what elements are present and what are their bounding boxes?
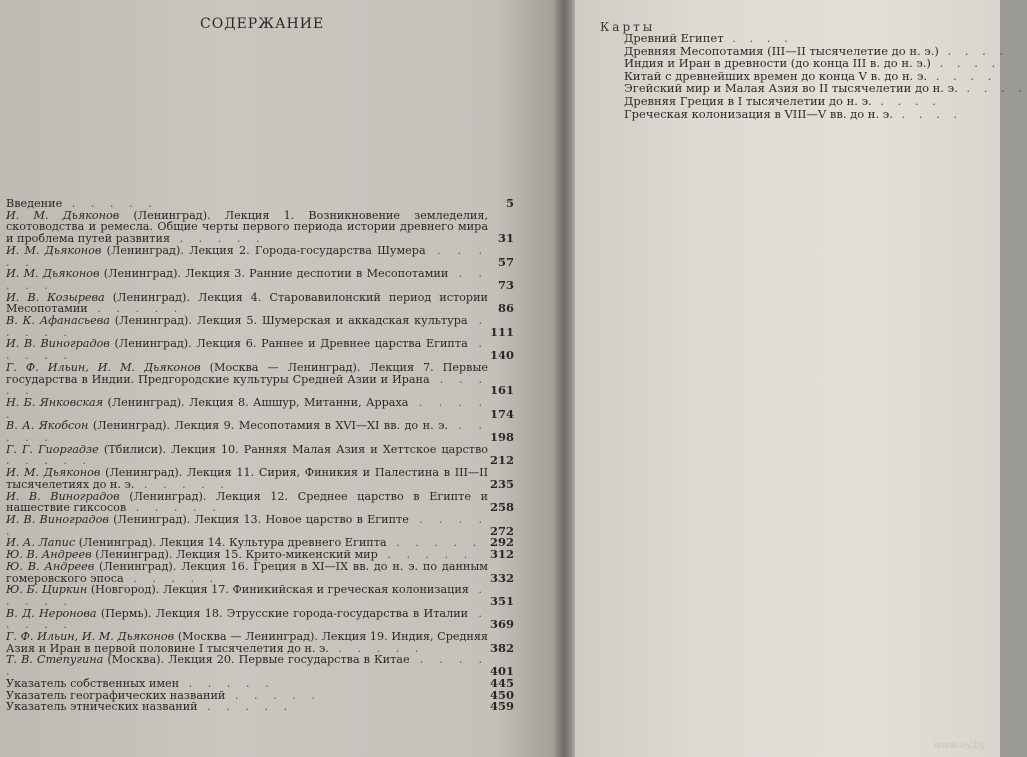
toc-entry-title: (Пермь). Лекция 18. Этрусские города-государства в Италии (96, 606, 469, 620)
toc-entry (6, 268, 514, 291)
map-entry-title: Древняя Греция в I тысячелетии до н. э. (624, 93, 872, 108)
leader-dots: . . . . . (386, 536, 483, 550)
toc-entry-title: (Москва). Лекция 20. Первые государства в Китае (103, 653, 410, 667)
table-of-contents (6, 198, 514, 713)
map-entry (624, 108, 984, 121)
toc-entry-text (6, 292, 514, 315)
toc-entry (6, 491, 514, 514)
toc-entry-title: (Ленинград). Лекция 3. Ранние деспотии в Месопотамии (99, 267, 449, 281)
leader-dots: . . . . (871, 93, 941, 108)
leader-dots: . . . . . (6, 337, 488, 363)
watermark: www.ay.by (933, 740, 986, 751)
leader-dots: . . . . . (6, 267, 488, 292)
leader-dots: . . . . . (6, 395, 489, 421)
leader-dots: . . . . (927, 68, 997, 83)
toc-entry (6, 338, 514, 361)
toc-page-number: 258 (489, 500, 514, 515)
toc-entry-title: (Ленинград). Лекция 5. Шумерская и аккадская культура (109, 314, 468, 328)
leader-dots: . . . . . (179, 676, 275, 690)
map-entry-title: Древняя Месопотамия (III—II тысячелетие до н. э.) (624, 43, 939, 58)
leader-dots: . . . . . (6, 454, 93, 468)
toc-page-number: 57 (497, 254, 514, 269)
toc-entry (6, 362, 514, 397)
leader-dots: . . . . (723, 31, 793, 45)
toc-entry-text (6, 268, 514, 291)
toc-page-number: 292 (489, 535, 514, 550)
toc-entry-author: И. М. Дьяконов (6, 267, 100, 281)
toc-entry-text (6, 315, 514, 338)
toc-entry (6, 444, 514, 467)
map-entry-title: Эгейский мир и Малая Азия во II тысячелетии до н. э. (624, 81, 958, 96)
maps-heading: Карты (600, 20, 656, 34)
map-entry-title: Индия и Иран в древности (до конца III в. до н. э.) (624, 56, 931, 71)
toc-entry-title: Введение (6, 197, 63, 210)
leader-dots: . . . . . (377, 548, 474, 562)
toc-page-number: 235 (489, 476, 514, 491)
toc-entry-title: (Москва — Ленинград). Лекция 19. Индия, Средняя Азия и Иран в первой половине I тысячелетия до н. э. (6, 630, 488, 655)
map-entry-title: Древний Египет (624, 31, 724, 45)
toc-entry-author: И. В. Виноградов (6, 512, 109, 526)
toc-entry-title: (Москва — Ленинград). Лекция 7. Первые государства в Индии. Предгородские культуры Средней Азии и Ирана (6, 360, 489, 386)
toc-page-number: 174 (489, 406, 514, 421)
toc-page-number: 459 (489, 699, 514, 714)
leader-dots: . . . . . (328, 641, 425, 655)
toc-entry-author: В. К. Афанасьева (6, 314, 110, 328)
toc-entry-text (6, 444, 514, 467)
toc-entry-author: Ю. В. Андреев (6, 559, 95, 573)
toc-page-number: 272 (489, 523, 514, 538)
toc-page-number: 369 (489, 617, 514, 632)
toc-entry (6, 315, 514, 338)
toc-entry-author: Н. Б. Янковская (6, 395, 104, 409)
toc-entry-title: (Ленинград). Лекция 13. Новое царство в Египте (108, 512, 409, 526)
toc-entry-title: (Ленинград). Лекция 9. Месопотамия в XVI—XI вв. до н. э. (88, 419, 448, 433)
toc-entry-author: В. А. Якобсон (6, 419, 89, 433)
toc-entry-author: Т. В. Степугина (6, 653, 104, 667)
toc-entry-title: (Ленинград). Лекция 2. Города-государства Шумера (101, 243, 426, 257)
toc-entry-author: И. М. Дьяконов (6, 466, 101, 480)
toc-entry-text (6, 514, 514, 537)
toc-page-number: 312 (489, 547, 514, 562)
leader-dots: . . . . . (6, 606, 488, 632)
toc-entry-text (6, 701, 514, 713)
toc-entry-title: (Ленинград). Лекция 8. Ашшур, Митанни, Арраха (103, 395, 409, 409)
toc-entry (6, 608, 514, 631)
toc-entry-text (6, 608, 514, 631)
toc-entry-author: Ю. В. Андреев (6, 548, 92, 562)
toc-entry-title: (Ленинград). Лекция 16. Греция в XI—IX вв. до н. э. по данным гомеровского эпоса (6, 559, 488, 585)
toc-page-number: 73 (497, 277, 514, 292)
toc-entry (6, 584, 514, 607)
toc-page-number: 401 (489, 664, 514, 679)
leader-dots: . . . . . (225, 688, 321, 702)
toc-entry-text (6, 397, 514, 420)
toc-entry (6, 654, 514, 677)
toc-entry (6, 210, 514, 245)
toc-entry-title: Указатель географических названий (6, 688, 226, 702)
toc-page-number: 198 (489, 430, 514, 445)
leader-dots: . . . . . (6, 243, 489, 269)
leader-dots: . . . . . (170, 232, 266, 246)
toc-entry-author: В. Д. Неронова (6, 606, 97, 620)
toc-entry-text (6, 491, 514, 514)
toc-page-number: 351 (489, 593, 514, 608)
toc-entry-author: И. М. Дьяконов (6, 208, 120, 222)
toc-page-number: 332 (489, 570, 514, 585)
leader-dots: . . . . . (123, 571, 220, 585)
toc-page-number: 111 (489, 324, 514, 339)
toc-page-number: 86 (497, 301, 514, 316)
toc-page-number: 5 (505, 196, 514, 210)
toc-entry-text (6, 338, 514, 361)
leader-dots: . . . . . (87, 302, 184, 316)
leader-dots: . . . . . (6, 512, 488, 538)
toc-entry-title: (Ленинград). Лекция 11. Сирия, Финикия и Палестина в III—II тысячелетиях до н. э. (6, 466, 489, 491)
toc-entry-author: И. В. Козырева (6, 290, 105, 304)
toc-entry-author: И. А. Лапис (6, 536, 76, 550)
toc-entry (6, 467, 514, 490)
toc-entry-text (6, 561, 514, 584)
toc-entry-title: (Ленинград). Лекция 12. Среднее царство в Египте и нашествие гиксосов (6, 489, 488, 515)
toc-page-number: 140 (489, 348, 514, 363)
toc-entry-title: (Ленинград). Лекция 6. Раннее и Древнее царства Египта (109, 337, 468, 351)
leader-dots: . . . . (938, 43, 1009, 58)
toc-entry (6, 514, 514, 537)
leader-dots: . . . . . (6, 314, 488, 339)
toc-entry-author: Ю. Б. Циркин (6, 583, 88, 597)
leader-dots: . . . . . (6, 583, 488, 608)
toc-entry (6, 701, 514, 713)
toc-entry (6, 245, 514, 268)
toc-entry-author: Г. Ф. Ильин, И. М. Дьяконов (6, 630, 175, 644)
toc-page-number: 382 (489, 640, 514, 655)
leader-dots: . . . . . (134, 477, 230, 491)
toc-page-number: 161 (489, 383, 514, 398)
toc-entry (6, 420, 514, 443)
toc-entry (6, 397, 514, 420)
toc-entry (6, 561, 514, 584)
toc-page-number: 450 (489, 687, 514, 702)
toc-entry-title: (Ленинград). Лекция 1. Возникновение земледелия, скотоводства и ремесла. Общие черты первого периода истории древнего мира и проблема путей развития (6, 208, 488, 246)
toc-entry-text (6, 467, 514, 490)
toc-entry-title: (Ленинград). Лекция 14. Культура древнего Египта (75, 536, 387, 550)
toc-entry (6, 292, 514, 315)
toc-entry-text (6, 245, 514, 268)
toc-entry-text (6, 420, 514, 443)
toc-entry-title: (Ленинград). Лекция 4. Старовавилонский период истории Месопотамии (6, 290, 488, 316)
leader-dots: . . . . (957, 81, 1027, 96)
toc-entry-title: (Новгород). Лекция 17. Финикийская и греческая колонизация (87, 583, 469, 597)
toc-entry-author: Г. Ф. Ильин, И. М. Дьяконов (6, 360, 201, 374)
leader-dots: . . . . . (6, 419, 488, 445)
leader-dots: . . . . . (62, 197, 158, 210)
toc-entry-author: Г. Г. Гиоргадзе (6, 442, 99, 456)
toc-entry-author: И. В. Виноградов (6, 337, 110, 351)
toc-page-number: 445 (489, 675, 514, 690)
toc-entry-title: (Тбилиси). Лекция 10. Ранняя Малая Азия и Хеттское царство (98, 442, 488, 456)
page-title: СОДЕРЖАНИЕ (200, 16, 325, 32)
maps-list (624, 31, 1027, 121)
map-entry-title: Китай с древнейших времен до конца V в. до н. э. (624, 68, 928, 83)
toc-entry-title: Указатель этнических названий (6, 700, 198, 714)
toc-entry-author: И. В. Виноградов (6, 489, 120, 503)
leader-dots: . . . . . (6, 653, 488, 679)
toc-page-number: 212 (489, 453, 514, 468)
leader-dots: . . . . (930, 56, 1001, 71)
map-entry-title: Греческая колонизация в VIII—V вв. до н. э. (624, 106, 893, 121)
toc-entry-title: Указатель собственных имен (6, 676, 180, 690)
toc-entry-text (6, 210, 514, 245)
toc-entry-text (6, 362, 514, 397)
toc-entry-text (6, 654, 514, 677)
leader-dots: . . . . . (126, 501, 222, 515)
leader-dots: . . . . (892, 106, 963, 121)
toc-entry-text (6, 631, 514, 654)
toc-page-number: 31 (497, 231, 514, 246)
toc-entry-author: И. М. Дьяконов (6, 243, 102, 257)
leader-dots: . . . . . (197, 700, 294, 714)
toc-entry-text (6, 584, 514, 607)
toc-entry-title: (Ленинград). Лекция 15. Крито-микенский мир (91, 548, 378, 562)
toc-entry (6, 631, 514, 654)
leader-dots: . . . . . (6, 372, 488, 398)
